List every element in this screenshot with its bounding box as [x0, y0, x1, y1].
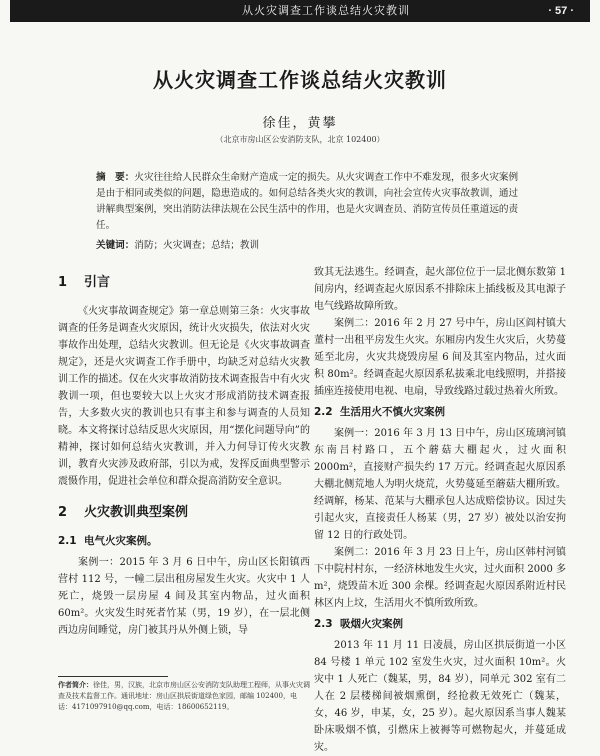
section-2-3-title: 吸烟火灾案例 — [340, 618, 403, 630]
case-1-paragraph: 案例一：2015 年 3 月 6 日中午，房山区长阳镇西营村 112 号，一幢二层出租房屋发生火灾。火灾中 1 人死亡，烧毁一层房屋 4 间及其室内物品，过火面积 60m²。火灾发生时死者竹某（男，19 岁），在一层北侧西边房间睡觉，房门被其丹从外侧上锁，导 — [58, 557, 310, 636]
article-authors: 徐佳，黄攀 — [262, 116, 338, 131]
keywords-text: 消防；火灾调查；总结；教训 — [134, 240, 260, 251]
section-1-paragraph: 《火灾事故调查规定》第一章总则第三条：火灾事故调查的任务是调查火灾原因，统计火灾损失，依法对火灾事故作出处理，总结火灾教训。但无论是《火灾事故调查规定》，还是火灾调查工作手册中，均缺乏对总结火灾教训工作的描述。仅在火灾事故消防技术调查报告中有火灾教训一项，但也要较大以上火灾才形成消防技术调查报告，大多数火灾的教训也只有事主和参与调查的人员知晓。本文将探讨总结反思火灾原因，用“摆化问题导向”的精神，探讨如何总结火灾教训，并入力何导订传火灾教训，教育火灾涉及政府部，引以为戒，发挥反面典型警示震慑作用，促进社会单位和群众提高消防安全意识。 — [58, 306, 310, 487]
abstract — [96, 170, 526, 234]
case-2-2-1-paragraph: 案例一：2016 年 3 月 13 日中午，房山区琉璃河镇东南吕村路口，五个蘑菇大棚起火，过火面积 2000m²，直接财产损失约 17 万元。经调查起火原因系大棚北侧荒地人为明火烧荒，火势蔓延至蘑菇大棚所致。经调解，杨某、范某与大棚承包人达成赔偿协议。因过失引起火灾，直接责任人杨某（男，27 岁）被处以治安拘留 12 日的行政处罚。 — [314, 428, 566, 541]
section-2-2-heading — [314, 404, 566, 421]
article-title: 从火灾调查工作谈总结火灾教训 — [153, 68, 447, 92]
section-2-3-number: 2.3 — [314, 618, 333, 630]
running-header — [10, 0, 590, 22]
section-2-number: 2 — [58, 505, 68, 520]
section-2-3-heading — [314, 616, 566, 633]
page-number: · 57 · — [548, 5, 574, 17]
footnote — [58, 680, 310, 713]
article-affiliation: （北京市房山区公安消防支队，北京 102400） — [215, 135, 385, 144]
section-2-1-heading — [58, 533, 310, 550]
running-title: 从火灾调查工作谈总结火灾教训 — [242, 4, 410, 17]
left-column — [58, 264, 310, 639]
section-2-1-title: 电气火灾案例。 — [84, 535, 158, 547]
section-2-2-title: 生活用火不慎火灾案例 — [340, 406, 445, 418]
right-column — [314, 264, 566, 756]
case-1-continued: 致其无法逃生。经调查，起火部位位于一层北侧东数第 1 间房内，经调查起火原因系不排除床上插线板及其电源子电气线路故障所致。 — [314, 267, 566, 312]
keywords — [96, 238, 526, 254]
case-2-3-paragraph: 2013 年 11 月 11 日凌晨，房山区拱辰街道一小区 84 号楼 1 单元 102 室发生火灾，过火面积 10m²。火灾中 1 人死亡（魏某，男，84 岁），同单元 302 室有二人在 2 层楼梯间被烟熏倒，经抢救无效死亡（魏某，女，46 岁，申某，女，25 岁）。起火原因系当事人魏某卧床吸烟不慎，引燃床上被褥等可燃物起火，并蔓延成灾。 — [314, 640, 566, 753]
footnote-text: 徐佳，男，汉族，北京市房山区公安消防支队助理工程师，从事火灾调查及技术监督工作。通讯地址：房山区拱辰街道绿色家园，邮编 102400，电话：4171097910@qq.com，电话：18600652119。 — [58, 681, 310, 711]
footnote-divider — [58, 676, 168, 677]
section-2-1-number: 2.1 — [58, 535, 77, 547]
keywords-label: 关键词： — [96, 240, 135, 251]
case-2-paragraph: 案例二：2016 年 2 月 27 号中午，房山区阎村镇大董村一出租平房发生火灾。东厢房内发生火灾后，火势蔓延至北房，火灾共烧毁房屋 6 间及其室内物品，过火面积 80m²。经调查起火原因系私拔乘北电线照明，并搭接插座连接使用电视、电扇，导致线路过载过热着火所致。 — [314, 318, 566, 397]
section-2-heading — [58, 504, 310, 521]
case-2-2-2-paragraph: 案例二：2016 年 3 月 23 日上午，房山区韩村河镇下中院村村东，一经济林地发生火灾，过火面积 2000 多 m²，烧毁苗木近 300 余棵。经调查起火原因系附近村民林区内上坟，生活用火不慎所致所致。 — [314, 547, 566, 609]
abstract-text: 火灾往往给人民群众生命财产造成一定的损失。从火灾调查工作中不难发现，很多火灾案例是由于相同或类似的问题，隐患造成的。如何总结各类火灾的教训，向社会宣传火灾事故教训，通过讲解典型案例，突出消防法律法规在公民生活中的作用，也是火灾调查员、消防宣传员任重道远的责任。 — [96, 172, 519, 231]
section-1-heading — [58, 274, 310, 291]
section-2-2-number: 2.2 — [314, 406, 333, 418]
section-1-title: 引言 — [84, 275, 111, 290]
abstract-label: 摘 要： — [96, 172, 135, 183]
section-2-title: 火灾教训典型案例 — [84, 505, 189, 520]
section-1-number: 1 — [58, 275, 68, 290]
footnote-label: 作者简介： — [58, 681, 93, 689]
